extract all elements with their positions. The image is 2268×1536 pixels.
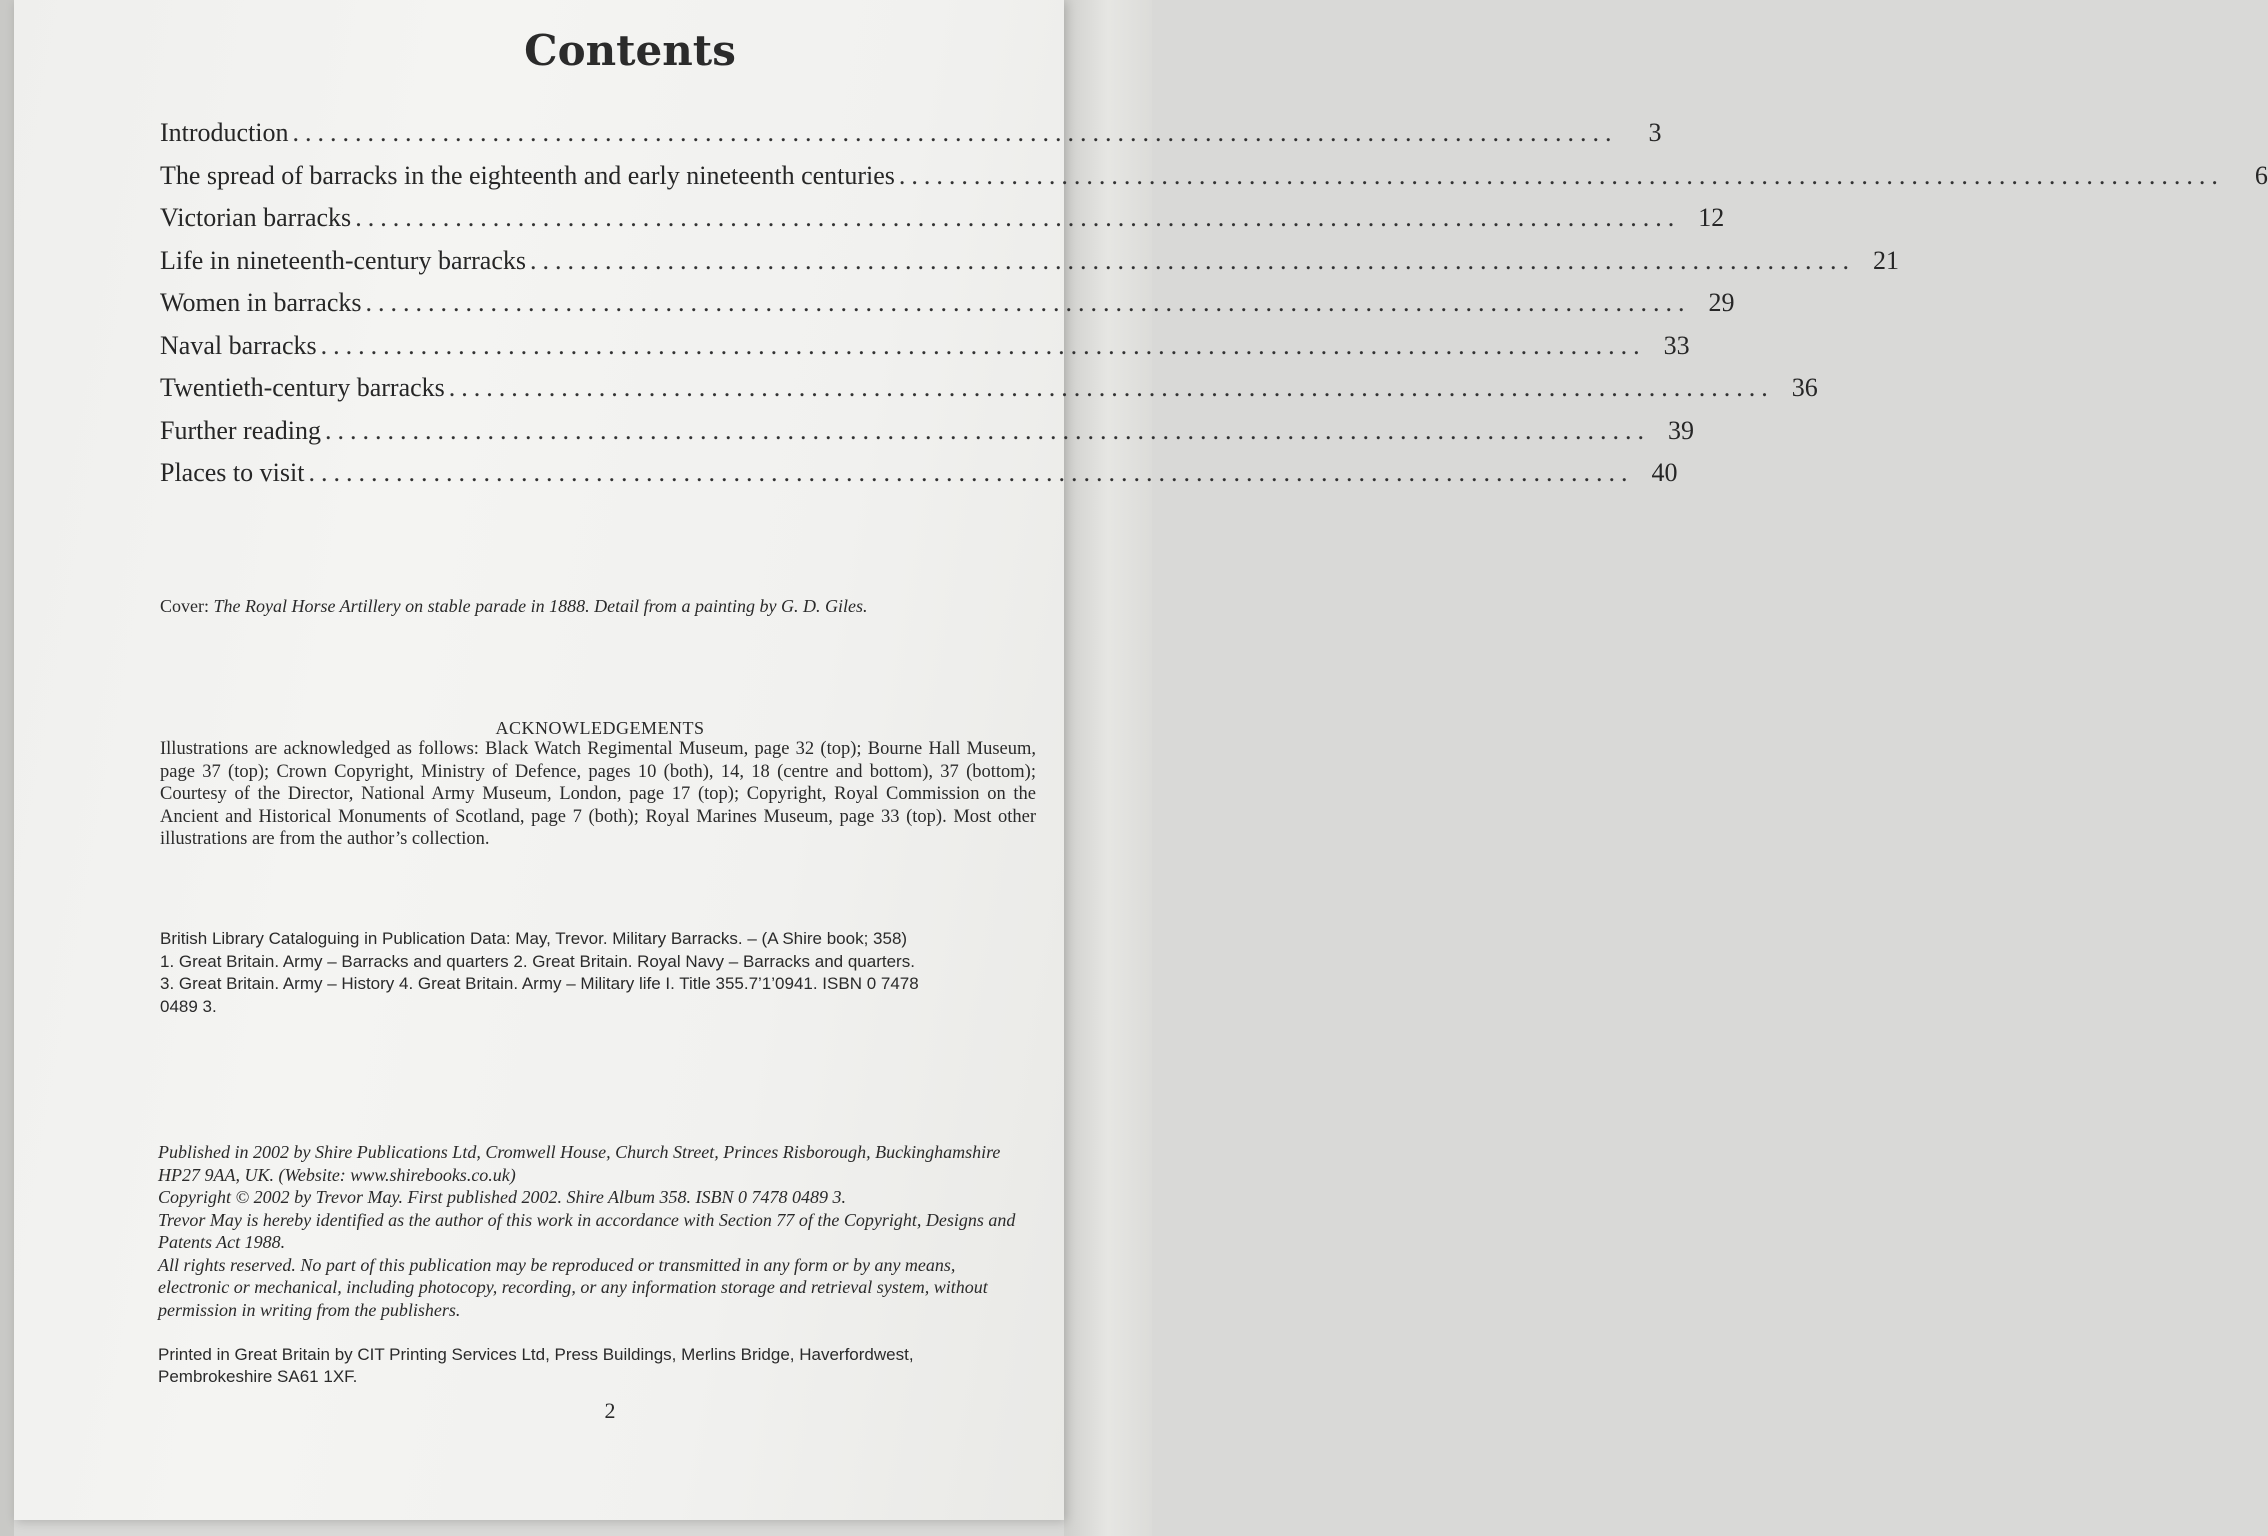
page-number: 2 (604, 1398, 616, 1423)
toc-entry-title: Twentieth-century barracks (160, 373, 445, 402)
toc-leader-dots: .......................................................................................................... (355, 203, 1681, 232)
cover-caption-prefix: Cover: (160, 596, 214, 616)
toc-entry (160, 236, 1899, 279)
toc-entry-title: Victorian barracks (160, 203, 352, 232)
toc-entry (160, 363, 1818, 406)
rights-statement: All rights reserved. No part of this publication may be reproduced or transmitted in any form or by any means, electronic or mechanical, including photocopy, recording, or any information storage and retrieval system, without permission in writing from the publishers. (158, 1254, 988, 1320)
toc-leader-dots: .......................................................................................................... (292, 118, 1618, 147)
printer-line: Pembrokeshire SA61 1XF. (158, 1367, 358, 1386)
toc-leader-dots: .......................................................................................................... (365, 288, 1691, 317)
toc-entry-title: Women in barracks (160, 288, 362, 317)
toc-entry-page: 36 (1791, 373, 1818, 402)
cataloguing-data (160, 928, 1032, 1018)
toc-leader-dots: .......................................................................................................... (320, 330, 1646, 360)
cataloguing-line: British Library Cataloguing in Publication Data: May, Trevor. Military Barracks. – (A Shire book; 358) (160, 929, 908, 948)
toc-entry-page: 3 (1648, 118, 1662, 147)
toc-entry (160, 278, 1735, 321)
toc-entry-page: 40 (1651, 458, 1678, 487)
cover-caption (160, 596, 1040, 617)
toc-entry-title: Naval barracks (160, 330, 317, 360)
toc-entry-title: The spread of barracks in the eighteenth and early nineteenth centuries (160, 160, 895, 190)
cover-caption-text: The Royal Horse Artillery on stable parade in 1888. Detail from a painting by G. D. Giles. (213, 596, 868, 616)
toc-entry (160, 151, 2268, 194)
toc-leader-dots: .......................................................................................................... (308, 458, 1634, 487)
toc-entry-page: 21 (1873, 245, 1899, 275)
publication-info (158, 1141, 1030, 1321)
acknowledgements-heading: ACKNOWLEDGEMENTS (495, 718, 705, 738)
printer-info (158, 1344, 1030, 1388)
printer-line: Printed in Great Britain by CIT Printing Services Ltd, Press Buildings, Merlins Bridge, Haverfordwest, (158, 1345, 914, 1364)
toc-leader-dots: .......................................................................................................... (898, 160, 2224, 190)
page-title: Contents (524, 26, 736, 75)
toc-entry (160, 108, 1662, 151)
cataloguing-line: 0489 3. (160, 996, 217, 1016)
toc-entry-title: Life in nineteenth-century barracks (160, 245, 526, 275)
toc-entry-title: Further reading (160, 415, 322, 445)
toc-entry (160, 448, 1678, 491)
toc-entry (160, 193, 1725, 236)
table-of-contents (160, 108, 2268, 491)
toc-leader-dots: .......................................................................................................... (530, 245, 1855, 275)
toc-entry-title: Introduction (160, 118, 289, 147)
toc-entry (160, 321, 1690, 364)
author-statement: Trevor May is hereby identified as the author of this work in accordance with Section 77 of the Copyright, Designs and Patents Act 1988. (158, 1209, 1016, 1252)
acknowledgements-body: Illustrations are acknowledged as follows: Black Watch Regimental Museum, page 32 (top); Bourne Hall Museum, page 37 (top); Crown Copyright, Ministry of Defence, pages 10 (both), 14, 18 (centre and bottom), 37 (bottom); Courtesy of the Director, National Army Museum, London, page 17 (top); Copyright, Royal Commission on the Ancient and Historical Monuments of Scotland, page 7 (both); Royal Marines Museum, page 33 (top). Most other illustrations are from the author’s collection. (160, 739, 1036, 849)
toc-entry (160, 406, 1695, 449)
copyright-notice: Copyright © 2002 by Trevor May. First published 2002. Shire Album 358. ISBN 0 7478 0489 3. (158, 1187, 846, 1207)
cataloguing-line: 3. Great Britain. Army – History 4. Great Britain. Army – Military life I. Title 355.7’1’0941. ISBN 0 7478 (160, 974, 919, 993)
toc-leader-dots: .......................................................................................................... (448, 373, 1774, 402)
toc-leader-dots: .......................................................................................................... (325, 415, 1651, 445)
published-by: Published in 2002 by Shire Publications Ltd, Cromwell House, Church Street, Princes Risborough, Buckinghamshire HP27 9AA, UK. (Website: www.shirebooks.co.uk) (158, 1142, 1001, 1185)
cataloguing-line: 1. Great Britain. Army – Barracks and quarters 2. Great Britain. Royal Navy – Barracks and quarters. (160, 951, 915, 971)
toc-entry-title: Places to visit (160, 458, 305, 487)
toc-entry-page: 33 (1663, 330, 1690, 360)
toc-entry-page: 29 (1708, 288, 1735, 317)
toc-entry-page: 6 (2254, 160, 2268, 190)
background-left-edge (0, 0, 14, 1536)
toc-entry-page: 39 (1668, 415, 1695, 445)
toc-entry-page: 12 (1698, 203, 1725, 232)
